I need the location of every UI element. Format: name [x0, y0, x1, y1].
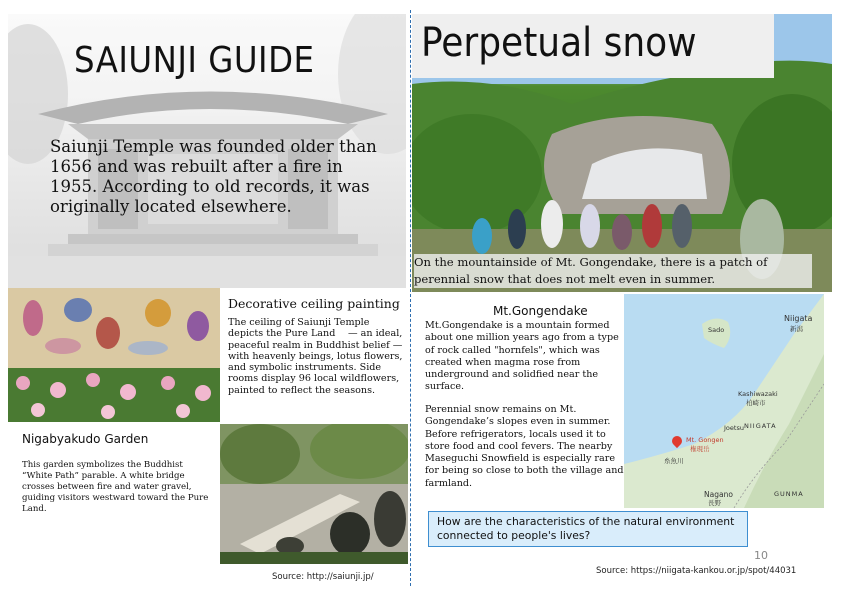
map-label-niigata-jp: 新潟 [790, 325, 803, 333]
map-label-region: NIIGATA [744, 422, 777, 430]
source-link-right[interactable]: Source: https://niigata-kankou.or.jp/spot/44031 [596, 566, 797, 576]
map-label-pin: Mt. Gongen [686, 436, 724, 444]
ceiling-painting-illustration [8, 288, 220, 422]
gongendake-paragraph-1: Mt.Gongendake is a mountain formed about one million years ago from a type of rock called "hornfels", which was created when magma rose from underground and solidfied near the surface. [425, 320, 619, 393]
map-label-sado: Sado [708, 326, 725, 334]
map-label-kashiwazaki: Kashiwazaki [738, 390, 778, 398]
gongendake-paragraph-2: Perennial snow remains on Mt. Gongendake’s slopes even in summer. Before refrigerators, locals used it to store food and cool fevers. The nearby Maseguchi Snowfield is especially rare for being so close to both the village and farmland. [425, 404, 624, 489]
map-label-gunma: GUNMA [774, 490, 804, 498]
ceiling-painting-heading: Decorative ceiling painting [228, 296, 400, 311]
garden-text: This garden symbolizes the Buddhist “White Path” parable. A white bridge crosses between fire and water gravel, guiding visitors westward toward the Pure Land. [22, 460, 209, 514]
map-label-joetsu: Joetsu [724, 424, 744, 432]
ceiling-painting-photo [8, 288, 220, 422]
source-link-left[interactable]: Source: http://saiunji.jp/ [272, 572, 374, 582]
map-label-nagano-jp: 長野 [708, 499, 721, 507]
map-label-niigata: Niigata [784, 314, 813, 323]
map-label-nagano: Nagano [704, 490, 733, 499]
garden-illustration [220, 424, 408, 564]
gongendake-heading: Mt.Gongendake [493, 304, 588, 318]
ceiling-painting-text: The ceiling of Saiunji Temple depicts the Pure Land — an ideal, peaceful realm in Buddhist belief — with heavenly beings, lotus flowers, and symbolic instruments. Side rooms display 96 local wildflowers, painted to reflect the seasons. [228, 317, 403, 396]
garden-photo [220, 424, 408, 564]
snow-title: Perpetual snow [421, 20, 697, 66]
temple-intro-text: Saiunji Temple was founded older than 1656 and was rebuilt after a fire in 1955. According to old records, it was originally located elsewhere. [50, 137, 377, 216]
niigata-map[interactable] [624, 294, 824, 508]
map-label-kashiwazaki-jp: 柏崎市 [746, 399, 766, 407]
garden-heading: Nigabyakudo Garden [22, 432, 149, 446]
question-box: How are the characteristics of the natural environment connected to people's lives? [428, 511, 748, 547]
map-label-itoigawa: 糸魚川 [664, 457, 684, 465]
snow-caption: On the mountainside of Mt. Gongendake, there is a patch of perennial snow that does not melt even in summer. [414, 254, 812, 288]
page-title: SAIUNJI GUIDE [74, 40, 315, 81]
page-number: 10 [754, 549, 768, 562]
map-label-pin-jp: 権現岳 [690, 445, 710, 453]
center-divider [410, 10, 411, 586]
